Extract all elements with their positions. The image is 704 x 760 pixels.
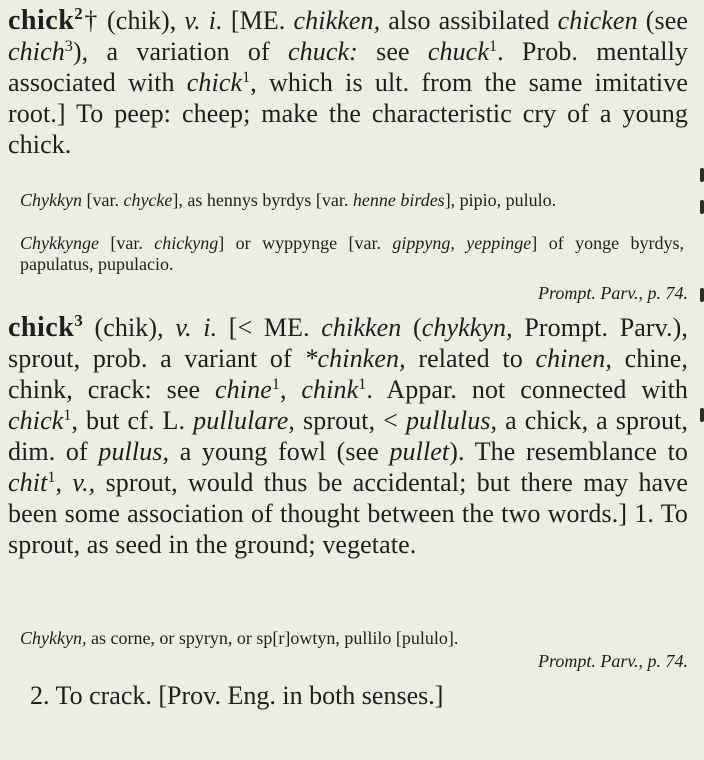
headword: chick bbox=[8, 5, 75, 36]
cross-ref-number: 1 bbox=[47, 469, 56, 486]
margin-mark bbox=[700, 408, 704, 422]
cross-ref-number: 3 bbox=[64, 38, 73, 55]
pronunciation: (chik), bbox=[107, 6, 177, 35]
etym-text: , which is ult. from the same imitative root.] bbox=[8, 68, 688, 128]
citation-text: ] of yonge byrdys, papulatus, pupulacio. bbox=[20, 233, 685, 274]
cross-ref: chick bbox=[186, 68, 243, 97]
definition: To peep: cheep; make the characteristic cry of a young chick. bbox=[8, 99, 688, 159]
citation-text: as corne, or spyryn, or sp[r]owtyn, pullilo [pululo]. bbox=[90, 628, 459, 648]
citation-word: gippyng, yeppinge bbox=[392, 233, 532, 253]
part-of-speech: v. i. bbox=[175, 313, 218, 342]
etym-text: (see bbox=[645, 6, 689, 35]
etym-word: chykkyn, bbox=[421, 313, 513, 342]
etym-text: a chick, a sprout, dim. of bbox=[8, 406, 688, 466]
etym-word: chicken bbox=[557, 6, 638, 35]
citation-3 bbox=[20, 628, 684, 649]
etym-text: Prompt. Parv.), sprout, prob. a variant of bbox=[8, 313, 689, 373]
dagger-mark: † bbox=[82, 6, 99, 35]
etym-word: chinen, bbox=[535, 344, 612, 373]
citation-source: Prompt. Parv., p. 74. bbox=[538, 283, 688, 303]
etym-word: chikken, bbox=[293, 6, 381, 35]
etym-text: [< ME. bbox=[228, 313, 310, 342]
homograph-number: 2 bbox=[74, 4, 83, 23]
etym-text: , but cf. L. bbox=[71, 406, 186, 435]
cross-ref: pullet bbox=[389, 437, 450, 466]
definition-sense-2: 2. To crack. [Prov. Eng. in both senses.] bbox=[30, 681, 444, 710]
citation-word: Chykkyn bbox=[20, 190, 82, 210]
etym-text: , bbox=[55, 468, 63, 497]
citation-word: chickyng bbox=[154, 233, 219, 253]
cross-ref: chick bbox=[8, 406, 64, 435]
cross-ref-number: 1 bbox=[358, 376, 367, 393]
cross-ref: chich bbox=[8, 37, 65, 66]
etym-text: ), a variation of bbox=[72, 37, 270, 66]
margin-mark bbox=[700, 200, 704, 214]
citation-word: henne birdes bbox=[352, 190, 445, 210]
part-of-speech: v., bbox=[72, 468, 96, 497]
margin-mark bbox=[700, 168, 704, 182]
etym-text: [ME. bbox=[230, 6, 286, 35]
citation-word: chycke bbox=[123, 190, 173, 210]
citation-source: Prompt. Parv., p. 74. bbox=[538, 651, 688, 671]
etym-word: chikken bbox=[321, 313, 402, 342]
cross-ref: chuck bbox=[427, 37, 489, 66]
citation-text: [var. bbox=[110, 233, 143, 253]
cross-ref: chuck: bbox=[287, 37, 358, 66]
cross-ref: chit bbox=[8, 468, 48, 497]
etym-text: a young fowl (see bbox=[179, 437, 379, 466]
part-of-speech: v. i. bbox=[184, 6, 223, 35]
etym-text: chine, chink, crack: see bbox=[8, 344, 688, 404]
headword: chick bbox=[8, 312, 75, 343]
citation-word: Chykkynge bbox=[20, 233, 99, 253]
cross-ref-number: 1 bbox=[271, 376, 280, 393]
cross-ref-number: 1 bbox=[488, 38, 498, 55]
etym-text: sprout, would thus be accidental; but there may have been some association of thought between the two words.] bbox=[8, 468, 688, 528]
etym-text: , bbox=[279, 375, 287, 404]
pronunciation: (chik), bbox=[94, 313, 164, 342]
citation-text: ], pipio, pululo. bbox=[444, 190, 557, 210]
etym-text: ). The resemblance to bbox=[449, 437, 689, 466]
etym-text: sprout, < bbox=[303, 406, 398, 435]
citation-text: [var. bbox=[86, 190, 119, 210]
etym-word: *chinken, bbox=[304, 344, 406, 373]
etym-word: pullus, bbox=[98, 437, 170, 466]
cross-ref: chink bbox=[301, 375, 359, 404]
definition: 1. To sprout, as seed in the ground; vegetate. bbox=[8, 499, 688, 559]
citation-1 bbox=[20, 190, 684, 211]
etym-text: . Prob. mentally associated with bbox=[8, 37, 689, 97]
cross-ref: chine bbox=[215, 375, 272, 404]
entry-chick-2 bbox=[8, 5, 688, 160]
etym-text: . Appar. not connected with bbox=[366, 375, 688, 404]
etym-text: also assibilated bbox=[388, 6, 550, 35]
margin-mark bbox=[700, 288, 704, 302]
citation-word: Chykkyn, bbox=[20, 628, 87, 648]
etym-word: pullulus, bbox=[405, 406, 498, 435]
etym-word: pullulare, bbox=[193, 406, 295, 435]
etym-text: related to bbox=[418, 344, 523, 373]
cross-ref-number: 1 bbox=[63, 407, 72, 424]
citation-text: ], as hennys byrdys [var. bbox=[172, 190, 349, 210]
citation-text: ] or wyppynge [var. bbox=[218, 233, 381, 253]
cross-ref-number: 1 bbox=[242, 69, 251, 86]
etym-text: see bbox=[376, 37, 410, 66]
homograph-number: 3 bbox=[74, 311, 83, 330]
citation-2 bbox=[20, 233, 684, 275]
entry-chick-3 bbox=[8, 312, 688, 560]
etym-text: ( bbox=[412, 313, 422, 342]
